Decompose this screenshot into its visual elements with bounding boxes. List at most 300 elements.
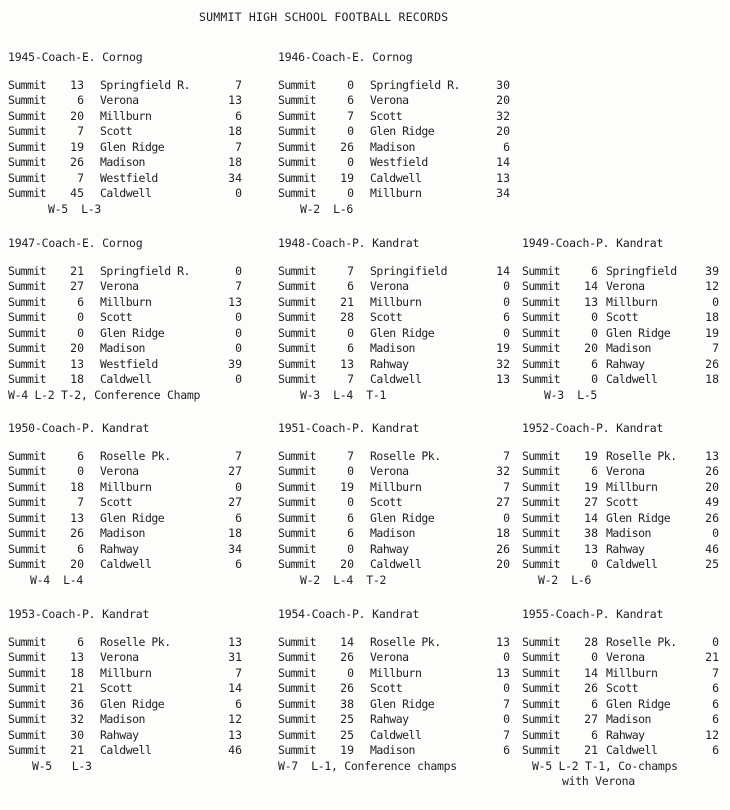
opponent-name: Caldwell: [100, 186, 152, 200]
game-row: [278, 263, 510, 280]
summit-score: 7: [347, 108, 354, 123]
opponent-score: 13: [705, 448, 719, 463]
team-name: Summit: [522, 727, 560, 742]
season-block: [8, 421, 242, 588]
team-name: Summit: [278, 124, 316, 138]
team-name: Summit: [8, 743, 46, 757]
opponent-score: 20: [496, 93, 510, 107]
summit-score: 26: [584, 681, 598, 695]
team-name: Summit: [522, 541, 560, 556]
summit-score: 20: [70, 108, 84, 123]
summit-score: 6: [77, 294, 84, 309]
opponent-score: 6: [503, 139, 510, 154]
season-heading: 1945-Coach-E. Cornog: [8, 50, 143, 64]
team-name: Summit: [278, 155, 316, 169]
opponent-name: Scott: [370, 681, 403, 695]
team-name: Summit: [8, 93, 46, 107]
summit-score: 6: [591, 464, 598, 478]
summit-score: 6: [77, 448, 84, 463]
opponent-name: Rahway: [606, 541, 645, 556]
team-name: Summit: [278, 263, 316, 278]
game-row: [522, 650, 719, 666]
opponent-name: Scott: [100, 681, 133, 695]
game-row: [522, 495, 719, 511]
opponent-name: Madison: [100, 155, 145, 169]
summit-score: 26: [70, 155, 84, 169]
opponent-score: 7: [712, 665, 719, 680]
opponent-score: 0: [503, 325, 510, 340]
opponent-name: Springfield R.: [100, 263, 190, 278]
opponent-score: 12: [705, 279, 719, 293]
season-record: [278, 388, 419, 404]
record-text: W-5 L-3: [48, 201, 101, 216]
team-name: Summit: [522, 743, 560, 757]
opponent-score: 6: [712, 696, 719, 711]
game-row: [8, 356, 242, 373]
team-name: Summit: [522, 263, 560, 278]
game-row: [8, 526, 242, 542]
summit-score: 0: [347, 464, 354, 478]
season-record: [278, 573, 419, 589]
team-name: Summit: [8, 696, 46, 711]
game-row: [522, 696, 719, 713]
summit-score: 13: [340, 356, 354, 371]
game-row: [522, 464, 719, 480]
opponent-score: 7: [503, 727, 510, 742]
team-name: Summit: [522, 510, 560, 525]
season-record: [278, 202, 412, 218]
summit-score: 0: [347, 541, 354, 556]
team-name: Summit: [522, 448, 560, 463]
summit-score: 21: [70, 263, 84, 278]
opponent-name: Caldwell: [100, 372, 152, 386]
opponent-name: Springfield R.: [370, 77, 460, 92]
season-heading: 1953-Coach-P. Kandrat: [8, 607, 150, 621]
team-name: Summit: [278, 727, 316, 742]
summit-score: 0: [347, 186, 354, 200]
team-name: Summit: [8, 341, 46, 355]
game-row: [278, 310, 510, 326]
team-name: Summit: [278, 341, 316, 355]
game-row: [278, 696, 510, 713]
opponent-score: 18: [496, 526, 510, 540]
season-heading: 1952-Coach-P. Kandrat: [522, 421, 664, 435]
team-name: Summit: [8, 526, 46, 540]
game-row: [278, 294, 510, 311]
team-name: Summit: [8, 464, 46, 478]
summit-score: 6: [77, 93, 84, 107]
opponent-score: 26: [705, 464, 719, 478]
opponent-name: Caldwell: [370, 557, 422, 571]
summit-score: 14: [584, 665, 598, 680]
game-row: [278, 356, 510, 373]
team-name: Summit: [522, 665, 560, 680]
summit-score: 6: [591, 696, 598, 711]
summit-score: 13: [70, 356, 84, 371]
team-name: Summit: [278, 310, 316, 324]
team-name: Summit: [278, 665, 316, 680]
team-name: Summit: [8, 356, 46, 371]
opponent-name: Verona: [606, 650, 645, 664]
game-row: [8, 77, 242, 94]
team-name: Summit: [8, 186, 46, 200]
opponent-score: 6: [235, 557, 242, 571]
opponent-name: Millburn: [100, 108, 152, 123]
opponent-name: Springfield R.: [100, 77, 190, 92]
opponent-name: Scott: [100, 124, 133, 138]
game-row: [8, 263, 242, 280]
game-row: [8, 541, 242, 558]
opponent-name: Madison: [606, 341, 651, 355]
game-row: [278, 279, 510, 295]
game-row: [8, 665, 242, 682]
opponent-name: Caldwell: [370, 170, 422, 185]
opponent-name: Scott: [370, 495, 403, 509]
game-row: [522, 727, 719, 744]
opponent-name: Roselle Pk.: [100, 634, 171, 649]
game-row: [522, 325, 719, 342]
summit-score: 7: [77, 495, 84, 509]
summit-score: 30: [70, 727, 84, 742]
game-row: [522, 510, 719, 527]
team-name: Summit: [522, 634, 560, 649]
opponent-score: 20: [496, 557, 510, 571]
opponent-score: 7: [235, 665, 242, 680]
summit-score: 38: [340, 696, 354, 711]
opponent-score: 7: [235, 139, 242, 154]
opponent-score: 32: [496, 356, 510, 371]
game-row: [522, 557, 719, 573]
opponent-score: 6: [712, 681, 719, 695]
summit-score: 0: [591, 310, 598, 324]
opponent-score: 0: [712, 294, 719, 309]
opponent-score: 12: [705, 727, 719, 742]
game-row: [522, 634, 719, 651]
season-block: [522, 421, 719, 588]
opponent-score: 32: [496, 464, 510, 478]
summit-score: 25: [340, 727, 354, 742]
game-row: [278, 665, 510, 682]
opponent-name: Westfield: [100, 170, 158, 185]
team-name: Summit: [278, 356, 316, 371]
opponent-score: 13: [228, 93, 242, 107]
opponent-name: Caldwell: [370, 372, 422, 386]
opponent-name: Millburn: [370, 665, 422, 680]
summit-score: 0: [591, 325, 598, 340]
opponent-score: 14: [496, 155, 510, 169]
summit-score: 0: [347, 124, 354, 138]
team-name: Summit: [8, 495, 46, 509]
opponent-name: Rahway: [606, 356, 645, 371]
summit-score: 6: [77, 634, 84, 649]
opponent-score: 39: [705, 263, 719, 278]
opponent-score: 19: [496, 341, 510, 355]
opponent-score: 49: [705, 495, 719, 509]
game-row: [278, 186, 510, 202]
game-row: [8, 464, 242, 480]
season-block: [522, 607, 719, 790]
team-name: Summit: [8, 665, 46, 680]
opponent-score: 39: [228, 356, 242, 371]
opponent-score: 14: [228, 681, 242, 695]
opponent-name: Millburn: [100, 665, 152, 680]
summit-score: 20: [70, 557, 84, 571]
game-row: [278, 325, 510, 342]
summit-score: 13: [584, 541, 598, 556]
game-row: [278, 77, 510, 94]
season-heading: 1954-Coach-P. Kandrat: [278, 607, 420, 621]
team-name: Summit: [8, 510, 46, 525]
team-name: Summit: [8, 634, 46, 649]
team-name: Summit: [8, 681, 46, 695]
team-name: Summit: [522, 650, 560, 664]
opponent-score: 7: [235, 448, 242, 463]
opponent-name: Verona: [370, 279, 409, 293]
summit-score: 19: [340, 743, 354, 757]
summit-score: 28: [584, 634, 598, 649]
opponent-score: 7: [503, 479, 510, 494]
opponent-name: Madison: [370, 526, 415, 540]
summit-score: 6: [347, 526, 354, 540]
opponent-name: Verona: [100, 464, 139, 478]
game-row: [8, 170, 242, 187]
team-name: Summit: [522, 341, 560, 355]
season-heading: 1951-Coach-P. Kandrat: [278, 421, 420, 435]
summit-score: 20: [70, 341, 84, 355]
summit-score: 0: [77, 310, 84, 324]
game-row: [8, 139, 242, 156]
game-row: [8, 279, 242, 295]
opponent-score: 34: [228, 541, 242, 556]
summit-score: 26: [340, 681, 354, 695]
opponent-name: Madison: [100, 526, 145, 540]
record-text: W-4 L-4: [30, 572, 83, 587]
summit-score: 13: [70, 77, 84, 92]
opponent-name: Roselle Pk.: [606, 448, 677, 463]
opponent-score: 0: [712, 526, 719, 540]
summit-score: 6: [591, 263, 598, 278]
opponent-name: Scott: [100, 310, 133, 324]
opponent-name: Glen Ridge: [606, 510, 671, 525]
summit-score: 27: [584, 495, 598, 509]
team-name: Summit: [8, 448, 46, 463]
opponent-score: 31: [228, 650, 242, 664]
summit-score: 13: [70, 510, 84, 525]
game-row: [8, 448, 242, 465]
team-name: Summit: [278, 294, 316, 309]
opponent-name: Madison: [606, 712, 651, 726]
team-name: Summit: [278, 650, 316, 664]
game-row: [8, 727, 242, 744]
game-row: [8, 510, 242, 527]
team-name: Summit: [522, 294, 560, 309]
opponent-score: 19: [705, 325, 719, 340]
game-row: [8, 108, 242, 125]
game-row: [278, 541, 510, 558]
team-name: Summit: [278, 279, 316, 293]
team-name: Summit: [278, 696, 316, 711]
summit-score: 6: [347, 510, 354, 525]
team-name: Summit: [278, 541, 316, 556]
game-row: [8, 712, 242, 728]
opponent-score: 0: [235, 263, 242, 278]
game-row: [8, 372, 242, 388]
game-row: [8, 93, 242, 109]
summit-score: 0: [347, 665, 354, 680]
game-row: [278, 139, 510, 156]
summit-score: 18: [70, 372, 84, 386]
game-row: [278, 743, 510, 759]
game-row: [522, 526, 719, 542]
opponent-name: Rahway: [370, 356, 409, 371]
opponent-name: Glen Ridge: [100, 325, 165, 340]
game-row: [278, 93, 510, 109]
opponent-name: Madison: [606, 526, 651, 540]
season-heading: 1955-Coach-P. Kandrat: [522, 607, 664, 621]
summit-score: 6: [591, 727, 598, 742]
summit-score: 14: [584, 510, 598, 525]
opponent-score: 6: [235, 108, 242, 123]
game-row: [8, 479, 242, 496]
opponent-score: 7: [503, 696, 510, 711]
opponent-name: Roselle Pk.: [370, 448, 441, 463]
summit-score: 19: [70, 139, 84, 154]
opponent-name: Verona: [370, 464, 409, 478]
opponent-name: Scott: [100, 495, 133, 509]
game-row: [8, 310, 242, 326]
summit-score: 25: [340, 712, 354, 726]
game-row: [278, 170, 510, 187]
opponent-name: Madison: [100, 341, 145, 355]
summit-score: 20: [584, 341, 598, 355]
game-row: [522, 263, 719, 280]
opponent-score: 6: [235, 696, 242, 711]
team-name: Summit: [8, 124, 46, 138]
opponent-name: Glen Ridge: [100, 139, 165, 154]
season-record: [522, 388, 663, 404]
record-text: W-2 L-4 T-2: [300, 572, 387, 587]
team-name: Summit: [522, 279, 560, 293]
team-name: Summit: [8, 541, 46, 556]
summit-score: 0: [77, 325, 84, 340]
opponent-name: Madison: [370, 139, 415, 154]
opponent-score: 0: [235, 341, 242, 355]
game-row: [8, 743, 242, 759]
summit-score: 7: [347, 448, 354, 463]
opponent-name: Millburn: [370, 186, 422, 200]
record-text: W-4 L-2 T-2, Conference Champ: [8, 387, 201, 402]
opponent-name: Roselle Pk.: [370, 634, 441, 649]
team-name: Summit: [8, 712, 46, 726]
team-name: Summit: [8, 650, 46, 664]
game-row: [8, 495, 242, 511]
team-name: Summit: [522, 712, 560, 726]
opponent-score: 13: [496, 634, 510, 649]
game-row: [8, 294, 242, 311]
season-heading: 1948-Coach-P. Kandrat: [278, 236, 420, 250]
opponent-score: 0: [235, 186, 242, 200]
opponent-score: 0: [235, 310, 242, 324]
season-record: [8, 388, 200, 404]
summit-score: 13: [584, 294, 598, 309]
team-name: Summit: [278, 170, 316, 185]
summit-score: 26: [340, 139, 354, 154]
season-block: [278, 421, 510, 588]
opponent-name: Roselle Pk.: [606, 634, 677, 649]
opponent-name: Verona: [100, 650, 139, 664]
team-name: Summit: [278, 743, 316, 757]
game-row: [522, 681, 719, 697]
opponent-score: 0: [235, 325, 242, 340]
opponent-score: 0: [235, 372, 242, 386]
opponent-score: 12: [228, 712, 242, 726]
team-name: Summit: [8, 310, 46, 324]
opponent-name: Millburn: [606, 665, 658, 680]
opponent-name: Millburn: [370, 294, 422, 309]
opponent-name: Madison: [370, 341, 415, 355]
team-name: Summit: [8, 139, 46, 154]
opponent-name: Verona: [100, 93, 139, 107]
opponent-score: 0: [503, 681, 510, 695]
season-record: [522, 573, 663, 589]
opponent-name: Caldwell: [606, 372, 658, 386]
opponent-score: 32: [496, 108, 510, 123]
opponent-name: Glen Ridge: [606, 696, 671, 711]
team-name: Summit: [8, 325, 46, 340]
opponent-score: 13: [228, 294, 242, 309]
opponent-score: 34: [228, 170, 242, 185]
record-text: W-5 L-2 T-1, Co-champs: [532, 758, 678, 773]
game-row: [522, 665, 719, 682]
game-row: [278, 341, 510, 357]
opponent-score: 14: [496, 263, 510, 278]
game-row: [278, 124, 510, 140]
opponent-name: Verona: [100, 279, 139, 293]
summit-score: 6: [591, 356, 598, 371]
opponent-score: 6: [235, 510, 242, 525]
game-row: [278, 557, 510, 573]
game-row: [278, 510, 510, 527]
game-row: [522, 479, 719, 496]
season-block: [8, 236, 242, 403]
opponent-score: 0: [235, 479, 242, 494]
summit-score: 0: [591, 372, 598, 386]
game-row: [8, 650, 242, 666]
team-name: Summit: [8, 263, 46, 278]
opponent-score: 18: [705, 310, 719, 324]
game-row: [8, 341, 242, 357]
opponent-score: 30: [496, 77, 510, 92]
opponent-name: Caldwell: [606, 743, 658, 757]
record-text: W-3 L-4 T-1: [300, 387, 387, 402]
summit-score: 6: [347, 279, 354, 293]
season-heading: 1947-Coach-E. Cornog: [8, 236, 143, 250]
opponent-name: Scott: [370, 108, 403, 123]
team-name: Summit: [522, 464, 560, 478]
opponent-name: Millburn: [606, 294, 658, 309]
game-row: [522, 341, 719, 357]
team-name: Summit: [8, 77, 46, 92]
record-note: with Verona: [562, 774, 635, 788]
game-row: [522, 310, 719, 326]
opponent-name: Millburn: [606, 479, 658, 494]
opponent-name: Scott: [606, 681, 639, 695]
opponent-score: 6: [503, 743, 510, 757]
team-name: Summit: [278, 139, 316, 154]
summit-score: 6: [77, 541, 84, 556]
opponent-score: 7: [712, 341, 719, 355]
opponent-score: 46: [705, 541, 719, 556]
